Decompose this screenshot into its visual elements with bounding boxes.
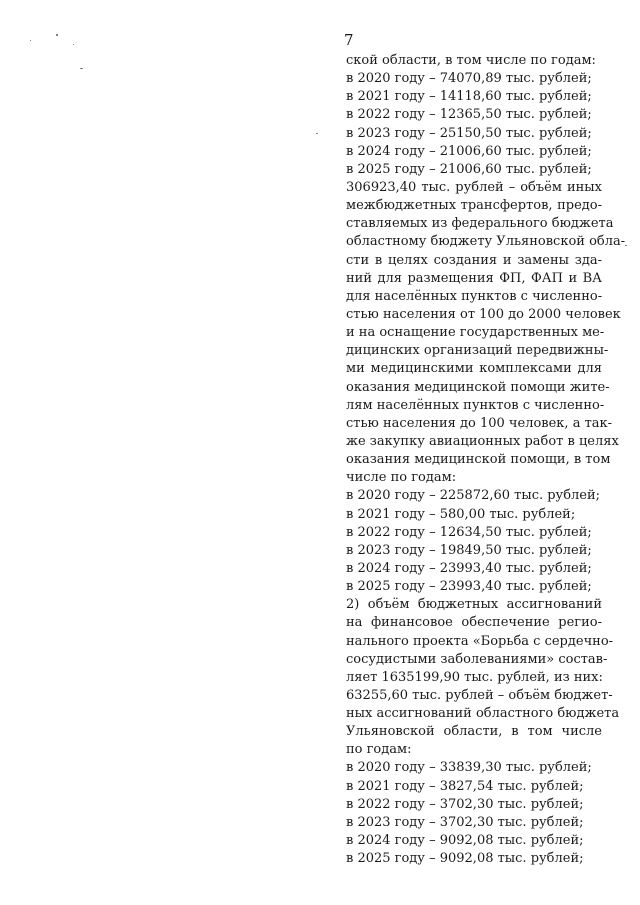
text-line: в 2025 году – 21006,60 тыс. рублей; <box>346 161 592 177</box>
text-line: в 2025 году – 23993,40 тыс. рублей; <box>346 579 592 595</box>
scan-speck <box>30 40 31 41</box>
text-line: стью населения до 100 человек, а так- <box>346 415 613 431</box>
scan-speck <box>625 245 627 246</box>
text-line: ний для размещения ФП, ФАП и ВА <box>346 270 602 286</box>
text-line: ставляемых из федерального бюджета <box>346 216 614 232</box>
text-line: по годам: <box>346 742 412 758</box>
text-line: на финансовое обеспечение регио- <box>346 615 602 631</box>
text-line: Ульяновской области, в том числе <box>346 724 602 740</box>
text-line: в 2021 году – 580,00 тыс. рублей; <box>346 506 576 522</box>
text-line: для населённых пунктов с численно- <box>346 288 603 304</box>
text-line: ляет 1635199,90 тыс. рублей, из них: <box>346 669 603 685</box>
scan-speck <box>80 68 83 69</box>
text-column <box>346 52 626 868</box>
page-number: 7 <box>344 31 354 49</box>
text-line: сосудистыми заболеваниями» состав- <box>346 651 608 667</box>
text-line: в 2024 году – 21006,60 тыс. рублей; <box>346 143 592 159</box>
text-line: в 2020 году – 225872,60 тыс. рублей; <box>346 488 601 504</box>
text-line: ми медицинскими комплексами для <box>346 361 602 377</box>
text-line: областному бюджету Ульяновской обла- <box>346 234 626 250</box>
text-line: в 2022 году – 12365,50 тыс. рублей; <box>346 107 592 123</box>
scan-speck <box>73 44 74 45</box>
text-line: и на оснащение государственных ме- <box>346 325 605 341</box>
text-line: ных ассигнований областного бюджета <box>346 706 620 722</box>
text-line: в 2023 году – 25150,50 тыс. рублей; <box>346 125 592 141</box>
text-line: оказания медицинской помощи, в том <box>346 452 611 468</box>
text-line: в 2023 году – 3702,30 тыс. рублей; <box>346 814 584 830</box>
text-line: нального проекта «Борьба с сердечно- <box>346 633 614 649</box>
text-line: 63255,60 тыс. рублей – объём бюджет- <box>346 687 613 703</box>
text-line: в 2023 году – 19849,50 тыс. рублей; <box>346 542 592 558</box>
text-line: оказания медицинской помощи жите- <box>346 379 610 395</box>
scan-speck <box>56 34 58 36</box>
text-line: межбюджетных трансфертов, предо- <box>346 198 602 214</box>
text-line: 2) объём бюджетных ассигнований <box>346 597 602 613</box>
text-line: стью населения от 100 до 2000 человек <box>346 306 621 322</box>
text-line: числе по годам: <box>346 470 457 486</box>
text-line: лям населённых пунктов с численно- <box>346 397 605 413</box>
text-line: же закупку авиационных работ в целях <box>346 433 619 449</box>
text-line: в 2021 году – 14118,60 тыс. рублей; <box>346 89 592 105</box>
text-line: в 2020 году – 33839,30 тыс. рублей; <box>346 760 592 776</box>
text-line: сти в целях создания и замены зда- <box>346 252 602 268</box>
text-line: в 2024 году – 9092,08 тыс. рублей; <box>346 833 584 849</box>
text-line: в 2024 году – 23993,40 тыс. рублей; <box>346 560 592 576</box>
text-line: дицинских организаций передвижны- <box>346 343 609 359</box>
text-line: в 2021 году – 3827,54 тыс. рублей; <box>346 778 584 794</box>
text-line: в 2020 году – 74070,89 тыс. рублей; <box>346 71 592 87</box>
text-line: в 2025 году – 9092,08 тыс. рублей; <box>346 851 584 867</box>
text-line: 306923,40 тыс. рублей – объём иных <box>346 179 602 195</box>
text-line: ской области, в том числе по годам: <box>346 53 596 68</box>
text-line: в 2022 году – 12634,50 тыс. рублей; <box>346 524 592 540</box>
scan-speck <box>316 133 318 134</box>
text-line: в 2022 году – 3702,30 тыс. рублей; <box>346 796 584 812</box>
